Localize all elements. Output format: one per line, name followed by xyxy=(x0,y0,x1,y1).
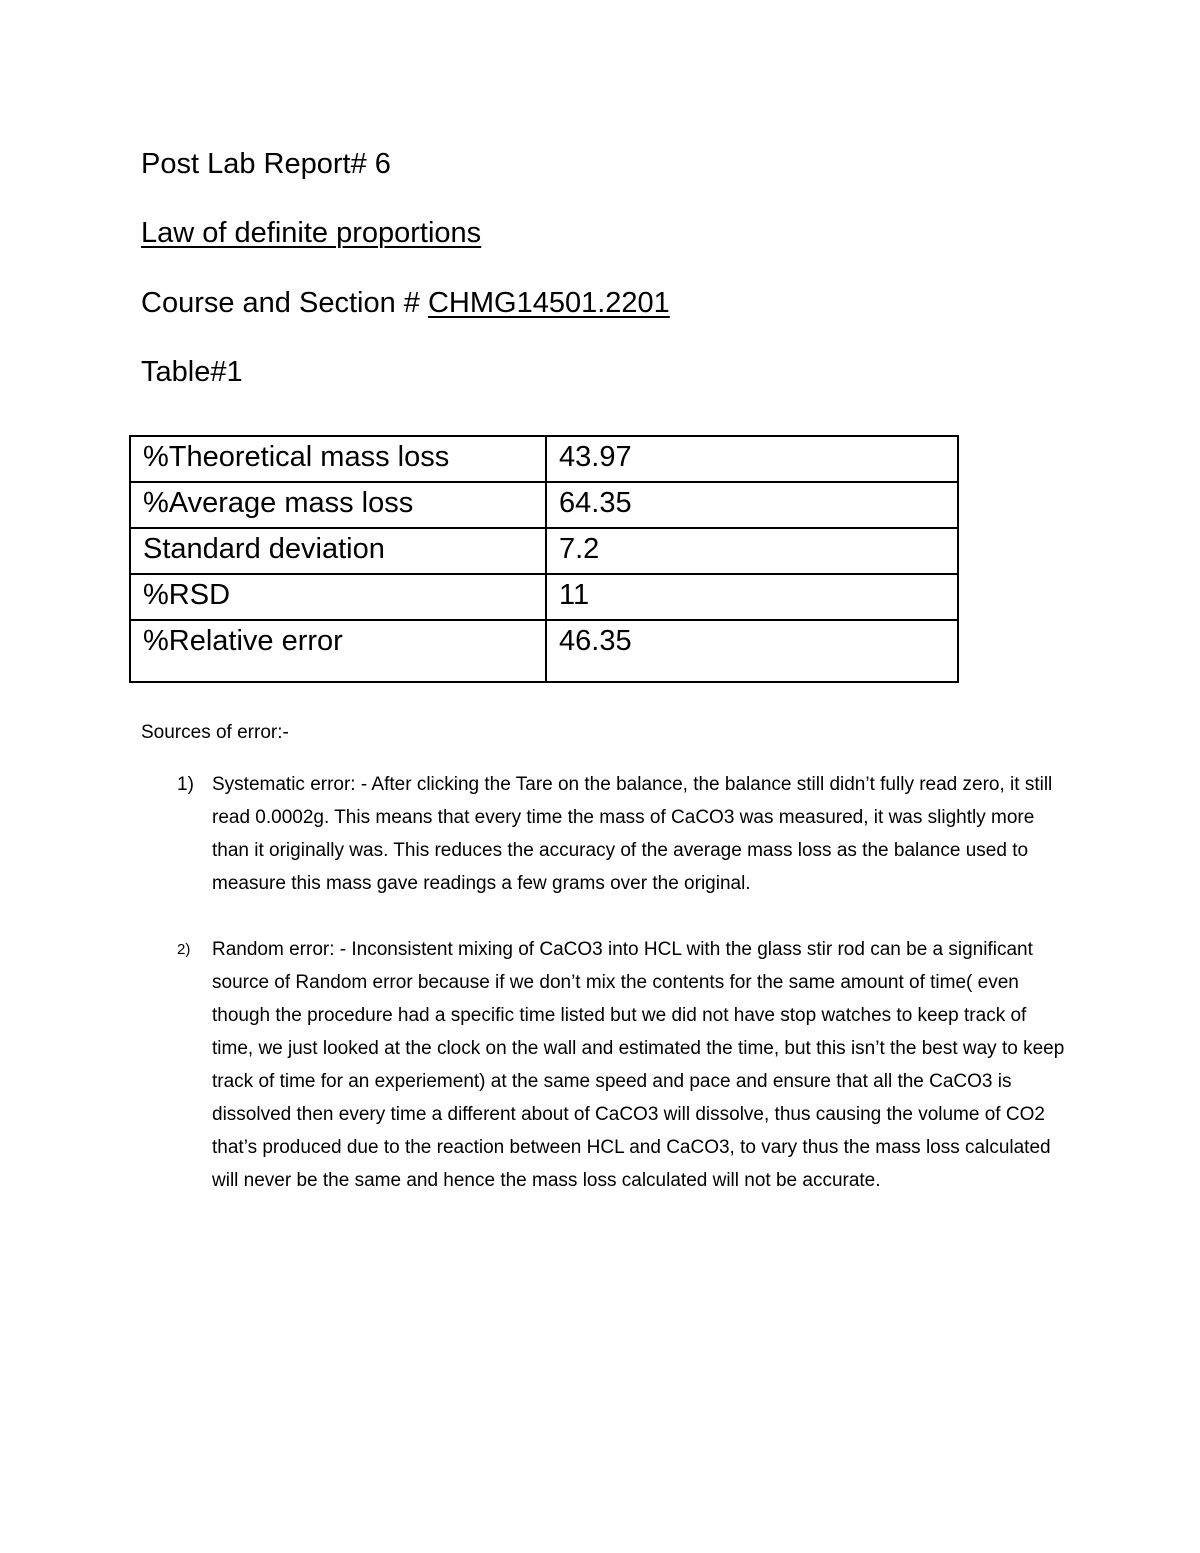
table-row xyxy=(130,574,958,620)
list-item xyxy=(141,933,1071,1197)
row-value: 46.35 xyxy=(546,620,958,682)
table-row xyxy=(130,482,958,528)
table-row xyxy=(130,528,958,574)
list-number: 2) xyxy=(177,941,191,958)
row-value: 64.35 xyxy=(546,482,958,528)
row-label: %Theoretical mass loss xyxy=(130,436,546,482)
course-value: CHMG14501.2201 xyxy=(427,287,670,319)
table-label: Table#1 xyxy=(141,356,243,388)
experiment-title: Law of definite proportions xyxy=(141,217,482,249)
report-title: Post Lab Report# 6 xyxy=(141,148,391,180)
list-text: Systematic error: - After clicking the Tare on the balance, the balance still didn’t fully read zero, it still read 0.0002g. This means that every time the mass of CaCO3 was measured, it was slightly more than it originally was. This reduces the accuracy of the average mass loss as the balance used to measure this mass gave readings a few grams over the original. xyxy=(212,774,1053,894)
list-text: Random error: - Inconsistent mixing of CaCO3 into HCL with the glass stir rod can be a significant source of Random error because if we don’t mix the contents for the same amount of time( even though the procedure had a specific time listed but we did not have stop watches to keep track of time, we just looked at the clock on the wall and estimated the time, but this isn’t the best way to keep track of time for an experiement) at the same speed and pace and ensure that all the CaCO3 is dissolved then every time a different about of CaCO3 will dissolve, thus causing the volume of CO2 that’s produced due to the reaction between HCL and CaCO3, to vary thus the mass loss calculated will never be the same and hence the mass loss calculated will not be accurate. xyxy=(212,939,1065,1191)
results-table xyxy=(129,435,959,683)
row-value: 11 xyxy=(546,574,958,620)
table-row xyxy=(130,620,958,682)
row-value: 7.2 xyxy=(546,528,958,574)
row-label: Standard deviation xyxy=(130,528,546,574)
list-number: 1) xyxy=(177,774,194,795)
list-item xyxy=(141,768,1071,900)
course-line xyxy=(141,285,670,321)
course-label: Course and Section # xyxy=(141,287,428,319)
row-value: 43.97 xyxy=(546,436,958,482)
table-row xyxy=(130,436,958,482)
row-label: %RSD xyxy=(130,574,546,620)
sources-heading: Sources of error:- xyxy=(141,722,289,743)
row-label: %Average mass loss xyxy=(130,482,546,528)
row-label: %Relative error xyxy=(130,620,546,682)
